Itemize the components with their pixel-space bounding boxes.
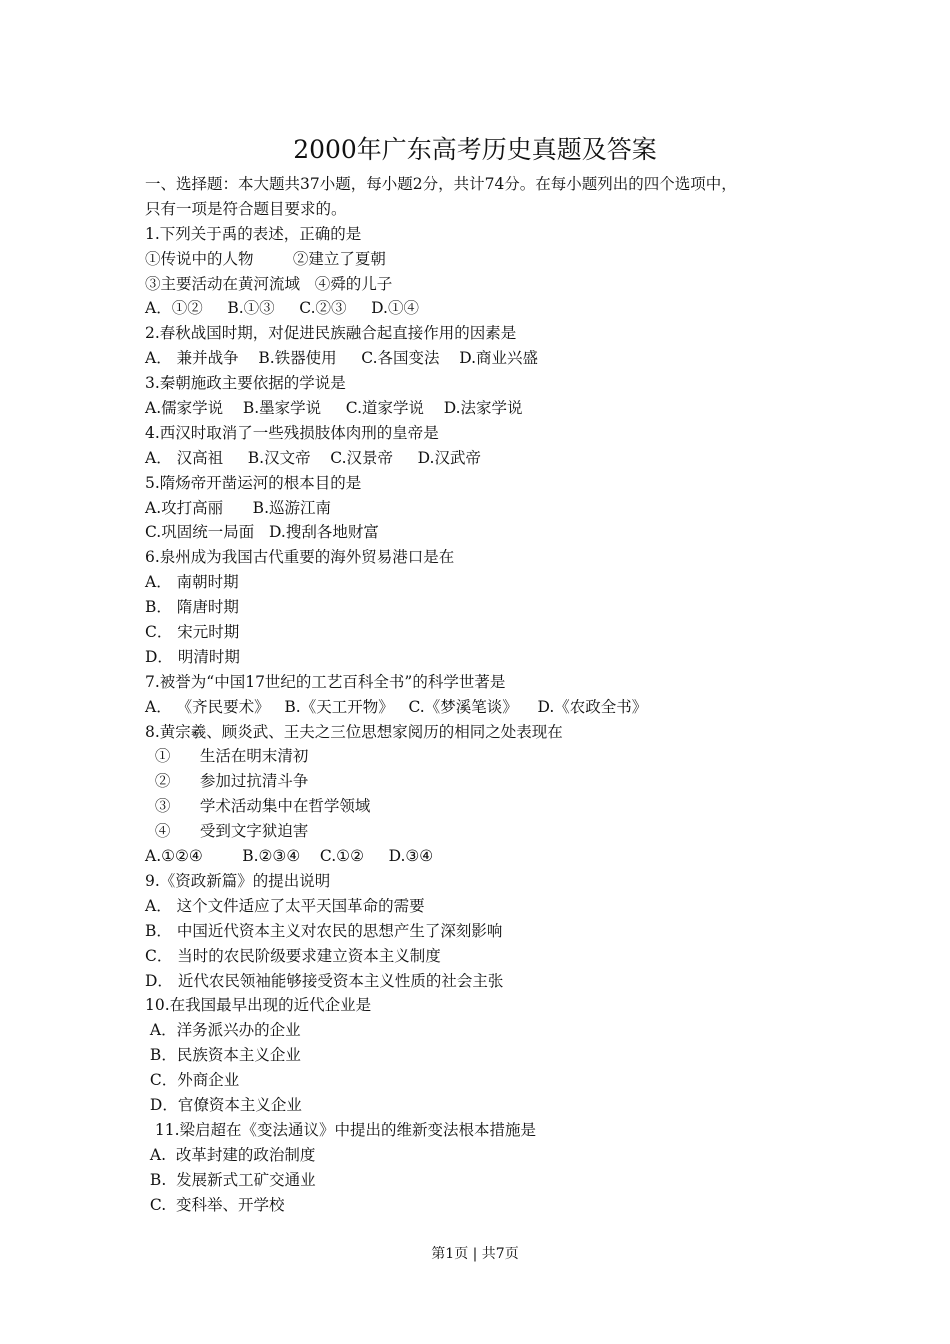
text-line: 1.下列关于禹的表述，正确的是 [145, 224, 362, 243]
text-line: A． 《齐民要术》 B.《天工开物》 C.《梦溪笔谈》 D.《农政全书》 [145, 697, 648, 716]
text-line: A．①② B.①③ C.②③ D.①④ [145, 299, 419, 318]
text-line: A． 这个文件适应了太平天国革命的需要 [145, 896, 425, 915]
document-body [145, 172, 810, 1217]
text-line: 5.隋炀帝开凿运河的根本目的是 [145, 473, 362, 492]
text-line: C.巩固统一局面 D.搜刮各地财富 [145, 523, 379, 542]
text-line: A． 汉高祖 B.汉文帝 C.汉景帝 D.汉武帝 [145, 448, 481, 467]
text-line: A．洋务派兴办的企业 [145, 1021, 301, 1040]
text-line: ①传说中的人物 ②建立了夏朝 [145, 249, 386, 268]
page-footer: 第1页 | 共7页 [431, 1246, 519, 1262]
text-line: 9.《资政新篇》的提出说明 [145, 871, 331, 890]
text-line: 10.在我国最早出现的近代企业是 [145, 996, 372, 1015]
page-title: 2000年广东高考历史真题及答案 [293, 135, 657, 164]
text-line: B．民族资本主义企业 [145, 1046, 301, 1065]
text-line: D． 明清时期 [145, 647, 240, 666]
text-line: C． 宋元时期 [145, 623, 240, 642]
text-line: B. 发展新式工矿交通业 [145, 1170, 316, 1189]
text-line: ② 参加过抗清斗争 [145, 772, 309, 791]
text-line: C． 当时的农民阶级要求建立资本主义制度 [145, 946, 441, 965]
text-line: A. 改革封建的政治制度 [145, 1145, 316, 1164]
text-line: A.①②④ B.②③④ C.①② D.③④ [145, 847, 434, 866]
text-line: ④ 受到文字狱迫害 [145, 822, 309, 841]
text-line: ① 生活在明末清初 [145, 747, 309, 766]
text-line: C．外商企业 [145, 1071, 240, 1090]
text-line: 3.秦朝施政主要依据的学说是 [145, 374, 346, 393]
text-line: D．官僚资本主义企业 [145, 1095, 302, 1114]
text-line: 7.被誉为“中国17世纪的工艺百科全书”的科学世著是 [145, 672, 506, 691]
text-line: 11.梁启超在《变法通议》中提出的维新变法根本措施是 [145, 1120, 537, 1139]
text-line: 一、选择题：本大题共37小题，每小题2分，共计74分。在每小题列出的四个选项中， [145, 175, 737, 193]
text-line: C. 变科举、开学校 [145, 1195, 285, 1214]
text-line: 只有一项是符合题目要求的。 [145, 199, 347, 218]
text-line: A． 南朝时期 [145, 573, 239, 592]
text-line: 8.黄宗羲、顾炎武、王夫之三位思想家阅历的相同之处表现在 [145, 722, 563, 741]
text-line: D． 近代农民领袖能够接受资本主义性质的社会主张 [145, 971, 504, 990]
text-line: B． 隋唐时期 [145, 598, 239, 617]
text-line: 6.泉州成为我国古代重要的海外贸易港口是在 [145, 548, 455, 567]
text-line: A． 兼并战争 B.铁器使用 C.各国变法 D.商业兴盛 [145, 349, 539, 368]
text-line: A.儒家学说 B.墨家学说 C.道家学说 D.法家学说 [145, 399, 523, 418]
text-line: 4.西汉时取消了一些残损肢体肉刑的皇帝是 [145, 423, 439, 442]
text-line: ③主要活动在黄河流域 ④舜的儿子 [145, 274, 393, 293]
text-line: 2.春秋战国时期，对促进民族融合起直接作用的因素是 [145, 324, 517, 343]
text-line: B． 中国近代资本主义对农民的思想产生了深刻影响 [145, 921, 503, 940]
text-line: A.攻打高丽 B.巡游江南 [145, 498, 332, 517]
text-line: ③ 学术活动集中在哲学领域 [145, 797, 371, 816]
